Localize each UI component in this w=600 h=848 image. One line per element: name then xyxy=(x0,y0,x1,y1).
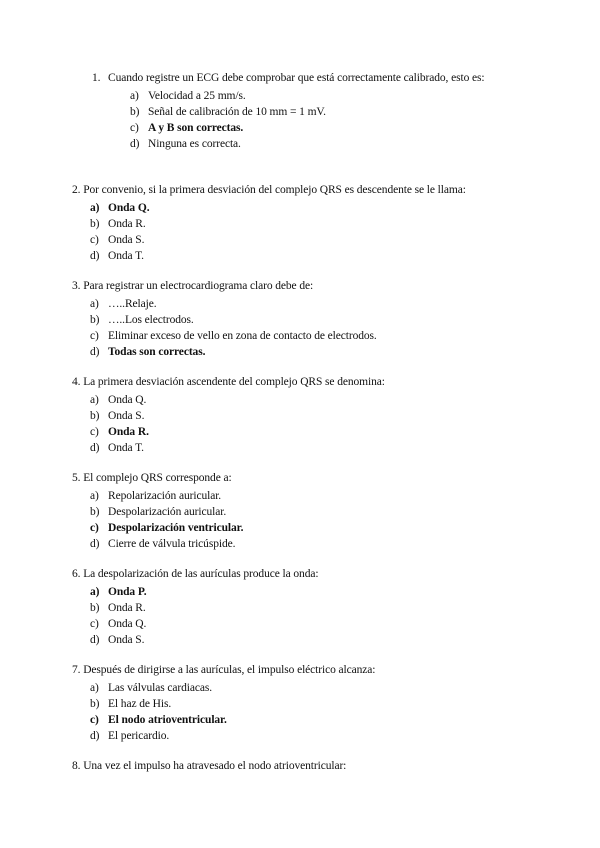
option-letter: b) xyxy=(90,506,100,518)
option-text: Onda S. xyxy=(108,234,145,246)
option-letter: c) xyxy=(130,122,139,134)
option-letter: c) xyxy=(90,330,99,342)
option-text-correct: Despolarización ventricular. xyxy=(108,522,244,534)
option-letter: a) xyxy=(90,202,100,214)
option-letter: d) xyxy=(90,634,100,646)
option-letter: d) xyxy=(90,250,100,262)
option-text: Onda S. xyxy=(108,634,145,646)
option-letter: a) xyxy=(90,298,99,310)
option-text-correct: Todas son correctas. xyxy=(108,346,206,358)
option-text: Onda R. xyxy=(108,602,146,614)
option-text: Las válvulas cardiacas. xyxy=(108,682,213,694)
option-letter: a) xyxy=(90,394,99,406)
option-text: El haz de His. xyxy=(108,698,172,710)
option-letter: c) xyxy=(90,234,99,246)
option-text: Onda R. xyxy=(108,218,146,230)
option-text: Onda Q. xyxy=(108,618,147,630)
question-2-text: 2. Por convenio, si la primera desviación del complejo QRS es descendente se le llama: xyxy=(72,184,466,196)
question-1-number: 1. xyxy=(92,72,101,84)
option-letter: c) xyxy=(90,426,99,438)
option-letter: c) xyxy=(90,522,99,534)
option-text: Cierre de válvula tricúspide. xyxy=(108,538,236,550)
option-text-correct: Onda R. xyxy=(108,426,149,438)
option-text-correct: Onda Q. xyxy=(108,202,150,214)
question-1-text: Cuando registre un ECG debe comprobar que está correctamente calibrado, esto es: xyxy=(108,72,485,84)
option-text: Eliminar exceso de vello en zona de contacto de electrodos. xyxy=(108,330,377,342)
option-letter: d) xyxy=(130,138,140,150)
option-text: Velocidad a 25 mm/s. xyxy=(148,90,246,102)
option-letter: c) xyxy=(90,618,99,630)
question-4-text: 4. La primera desviación ascendente del complejo QRS se denomina: xyxy=(72,376,385,388)
option-letter: d) xyxy=(90,442,100,454)
option-text: Ninguna es correcta. xyxy=(148,138,241,150)
option-text-correct: A y B son correctas. xyxy=(148,122,244,134)
option-letter: b) xyxy=(130,106,140,118)
option-text: Onda Q. xyxy=(108,394,147,406)
option-letter: b) xyxy=(90,602,100,614)
option-letter: a) xyxy=(130,90,139,102)
option-letter: a) xyxy=(90,682,99,694)
option-letter: d) xyxy=(90,730,100,742)
option-text: Onda T. xyxy=(108,250,144,262)
option-text-correct: Onda P. xyxy=(108,586,147,598)
option-text-correct: El nodo atrioventricular. xyxy=(108,714,227,726)
option-letter: b) xyxy=(90,698,100,710)
question-7-text: 7. Después de dirigirse a las aurículas, el impulso eléctrico alcanza: xyxy=(72,664,376,676)
option-text: Señal de calibración de 10 mm = 1 mV. xyxy=(148,106,326,118)
option-letter: d) xyxy=(90,538,100,550)
question-5-text: 5. El complejo QRS corresponde a: xyxy=(72,472,232,484)
option-letter: c) xyxy=(90,714,99,726)
option-letter: a) xyxy=(90,490,99,502)
option-letter: b) xyxy=(90,218,100,230)
option-text: Repolarización auricular. xyxy=(108,490,222,502)
option-letter: b) xyxy=(90,410,100,422)
option-text: Onda T. xyxy=(108,442,144,454)
option-text: Onda S. xyxy=(108,410,145,422)
question-8-text: 8. Una vez el impulso ha atravesado el nodo atrioventricular: xyxy=(72,760,347,772)
option-text: …..Relaje. xyxy=(108,298,157,310)
option-letter: b) xyxy=(90,314,100,326)
question-6-text: 6. La despolarización de las aurículas produce la onda: xyxy=(72,568,319,580)
option-letter: d) xyxy=(90,346,100,358)
question-3-text: 3. Para registrar un electrocardiograma claro debe de: xyxy=(72,280,314,292)
option-letter: a) xyxy=(90,586,100,598)
option-text: Despolarización auricular. xyxy=(108,506,227,518)
option-text: …..Los electrodos. xyxy=(108,314,194,326)
option-text: El pericardio. xyxy=(108,730,170,742)
